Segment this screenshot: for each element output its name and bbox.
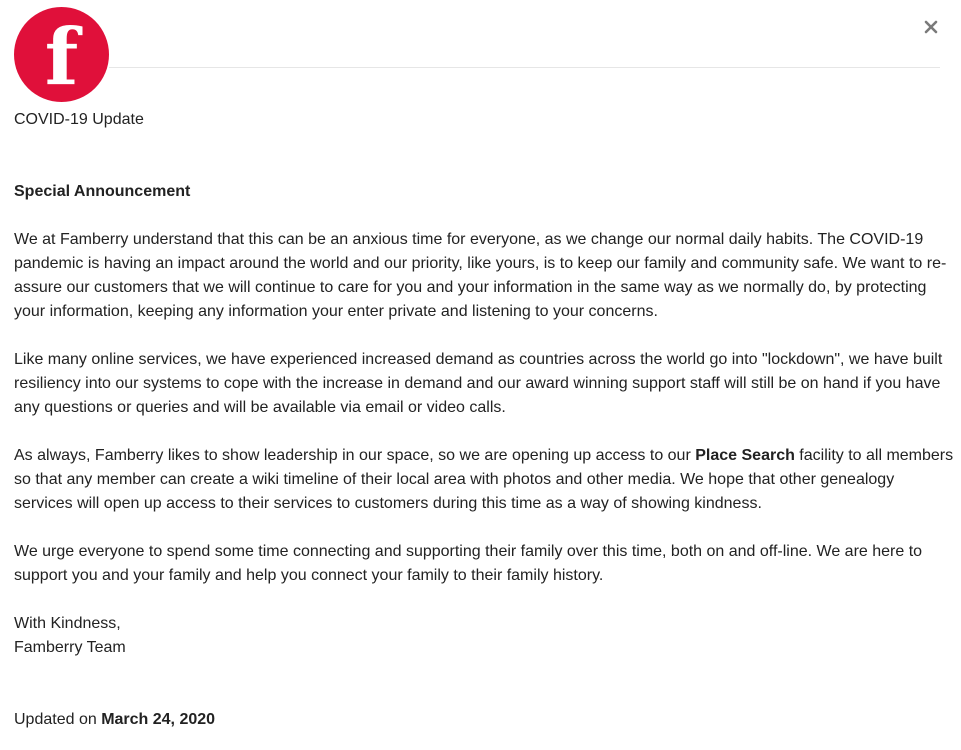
famberry-logo xyxy=(14,7,109,102)
announcement-paragraph-1: We at Famberry understand that this can be an anxious time for everyone, as we change our normal daily habits. The COVID-19 pandemic is having an impact around the world and our priority, like yours, is to keep our family and community safe. We want to re-assure our customers that we will continue to care for you and your information in the same way as we normally do, by protecting your information, keeping any information your enter private and listening to your concerns. xyxy=(14,231,947,320)
close-icon xyxy=(924,20,938,34)
announcement-paragraph-4: We urge everyone to spend some time connecting and supporting their family over this time, both on and off-line. We are here to support you and your family and help you connect your family to their family history. xyxy=(14,543,923,584)
signoff xyxy=(14,612,954,660)
header-divider xyxy=(109,67,940,68)
logo-letter: f xyxy=(44,11,79,102)
announcement-content xyxy=(14,180,954,732)
paragraph-3-text-start: As always, Famberry likes to show leadership in our space, so we are opening up access to our xyxy=(14,447,696,464)
announcement-paragraph-3 xyxy=(14,444,954,516)
signoff-line-1: With Kindness, xyxy=(14,615,121,632)
paragraph-3-text-end: facility to all members so that any member can create a wiki timeline of their local area with photos and other media. We hope that other genealogy services will open up access to their services to customers during this time as a way of showing kindness. xyxy=(14,447,954,512)
updated-line xyxy=(14,708,954,732)
announcement-heading: Special Announcement xyxy=(14,183,191,200)
dialog-title: COVID-19 Update xyxy=(14,111,144,128)
announcement-paragraph-2: Like many online services, we have experienced increased demand as countries across the world go into "lockdown", we have built resiliency into our systems to cope with the increase in demand and our award winning support staff will still be on hand if you have any questions or queries and will be available via email or video calls. xyxy=(14,351,943,416)
close-button[interactable] xyxy=(919,15,943,39)
signoff-line-2: Famberry Team xyxy=(14,639,126,656)
updated-date: March 24, 2020 xyxy=(101,711,216,728)
updated-label: Updated on xyxy=(14,711,102,728)
place-search-label: Place Search xyxy=(695,447,795,464)
